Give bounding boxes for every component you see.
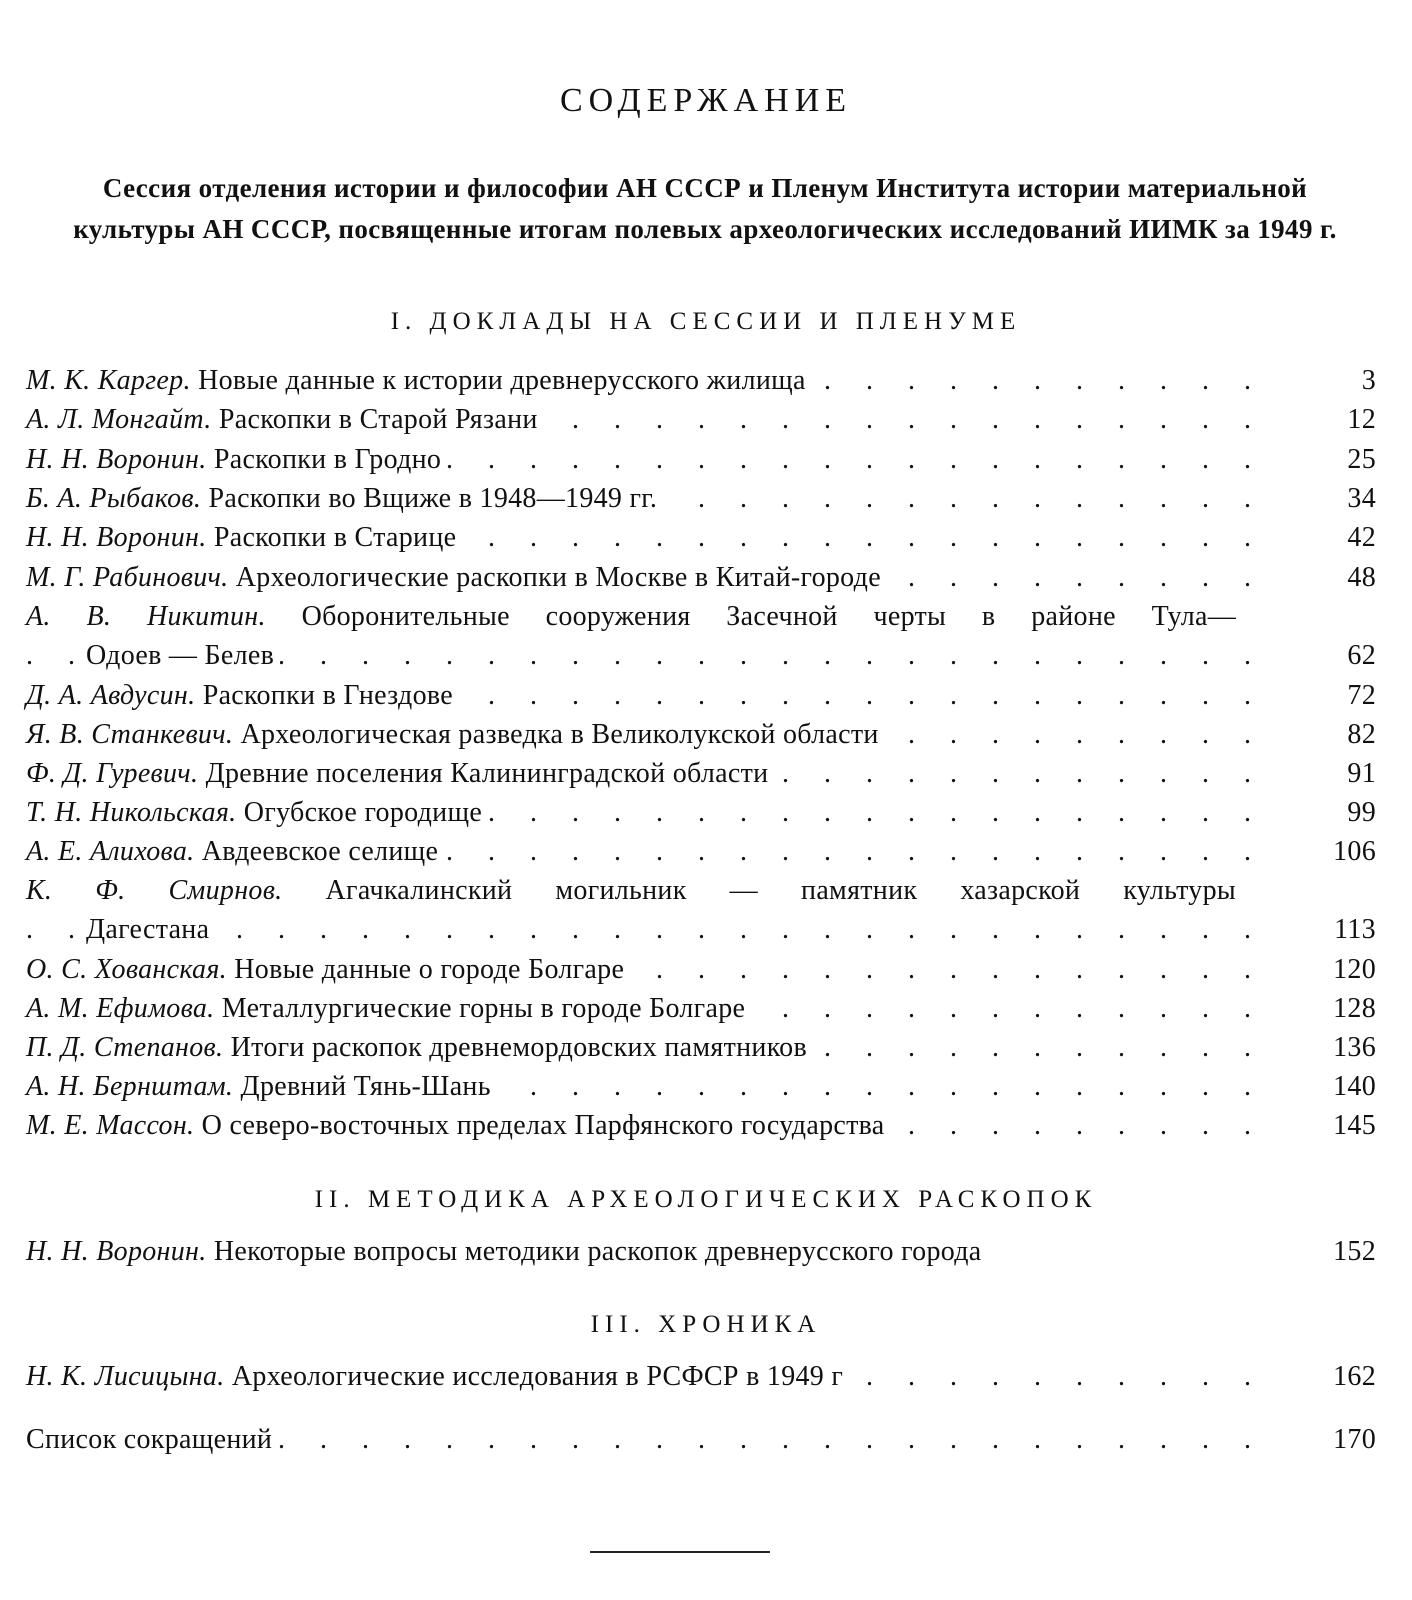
entry-page: 99 bbox=[1347, 797, 1376, 828]
entry-author: А. Л. Монгайт. bbox=[26, 404, 212, 435]
entry-title: Древний Тянь-Шань bbox=[240, 1071, 491, 1102]
section-heading-2: II. МЕТОДИКА АРХЕОЛОГИЧЕСКИХ РАСКОПОК bbox=[314, 1186, 1098, 1213]
entry-author: М. К. Каргер. bbox=[26, 365, 191, 396]
toc-entry bbox=[26, 518, 1376, 557]
entry-author: Н. К. Лисицына. bbox=[26, 1361, 225, 1392]
entry-title: Раскопки в Гнездове bbox=[202, 680, 453, 711]
intro-paragraph: Сессия отделения истории и философии АН СССР и Пленум Института истории материальной культуры АН СССР, посвященные итогам полевых археологических исследований ИИМК за 1949 г. bbox=[73, 173, 1337, 244]
toc-entry bbox=[26, 871, 1376, 949]
entry-page: 128 bbox=[1333, 993, 1376, 1024]
entry-page: 113 bbox=[1334, 914, 1376, 945]
entry-title: Археологические раскопки в Москве в Китай-городе bbox=[235, 562, 881, 593]
entry-title: Раскопки во Вщиже в 1948—1949 гг. bbox=[208, 483, 658, 514]
toc-entry bbox=[26, 715, 1376, 754]
entry-author: Ф. Д. Гуревич. bbox=[26, 758, 199, 789]
toc-entry bbox=[26, 989, 1376, 1028]
entry-title: Раскопки в Старице bbox=[213, 522, 457, 553]
entry-author: Н. Н. Воронин. bbox=[26, 1236, 207, 1267]
toc-entry bbox=[26, 558, 1376, 597]
entry-author: Б. А. Рыбаков. bbox=[26, 483, 202, 514]
entry-title: Археологическая разведка в Великолукской области bbox=[240, 719, 879, 750]
toc-entry bbox=[26, 1028, 1376, 1067]
entry-page: 170 bbox=[1333, 1424, 1376, 1455]
entry-title: Огубское городище bbox=[243, 797, 483, 828]
section-heading-3: III. ХРОНИКА bbox=[590, 1311, 822, 1338]
entry-author: А. В. Никитин. bbox=[26, 601, 266, 632]
entry-page: 82 bbox=[1347, 719, 1376, 750]
section-heading-1: I. ДОКЛАДЫ НА СЕССИИ И ПЛЕНУМЕ bbox=[390, 308, 1022, 335]
toc-entry bbox=[26, 793, 1376, 832]
entry-title: Некоторые вопросы методики раскопок древнерусского города bbox=[213, 1236, 982, 1267]
toc-entry bbox=[26, 440, 1376, 479]
entry-title: Металлургические горны в городе Болгаре bbox=[221, 993, 746, 1024]
toc-entry bbox=[26, 950, 1376, 989]
entry-page: 34 bbox=[1347, 483, 1376, 514]
toc-entry bbox=[26, 754, 1376, 793]
entry-page: 106 bbox=[1333, 836, 1376, 867]
entry-author: Я. В. Станкевич. bbox=[26, 719, 234, 750]
entry-author: П. Д. Степанов. bbox=[26, 1032, 224, 1063]
entry-author: Д. А. Авдусин. bbox=[26, 680, 196, 711]
toc-entry bbox=[26, 479, 1376, 518]
entry-title: Список сокращений bbox=[26, 1424, 273, 1455]
entry-title: Агачкалинский могильник — памятник хазарской культуры bbox=[325, 875, 1236, 906]
entry-page: 162 bbox=[1333, 1361, 1376, 1392]
entry-title: Оборонительные сооружения Засечной черты в районе Тула— bbox=[301, 601, 1236, 632]
entry-author: М. Г. Рабинович. bbox=[26, 562, 229, 593]
entry-page: 48 bbox=[1347, 562, 1376, 593]
entry-author: К. Ф. Смирнов. bbox=[26, 875, 283, 906]
entry-page: 72 bbox=[1347, 680, 1376, 711]
entry-author: А. Е. Алихова. bbox=[26, 836, 195, 867]
toc-entry bbox=[26, 597, 1376, 675]
toc-entry bbox=[26, 832, 1376, 871]
entry-title: Новые данные о городе Болгаре bbox=[234, 954, 625, 985]
entry-title-continued: Дагестана bbox=[86, 910, 215, 949]
entry-title: Древние поселения Калининградской области bbox=[205, 758, 769, 789]
entry-page: 145 bbox=[1333, 1110, 1376, 1141]
toc-entry bbox=[26, 1067, 1376, 1106]
toc-entry bbox=[26, 1232, 1376, 1271]
entry-title: Новые данные к истории древнерусского жилища bbox=[198, 365, 806, 396]
entry-page: 62 bbox=[1347, 640, 1376, 671]
entry-page: 91 bbox=[1347, 758, 1376, 789]
entry-author: Т. Н. Никольская. bbox=[26, 797, 237, 828]
entry-title: Археологические исследования в РСФСР в 1949 г bbox=[231, 1361, 844, 1392]
entry-page: 136 bbox=[1333, 1032, 1376, 1063]
toc-entry bbox=[26, 400, 1376, 439]
entry-author: Н. Н. Воронин. bbox=[26, 444, 207, 475]
toc-entry-abbreviations bbox=[26, 1420, 1376, 1459]
entry-page: 42 bbox=[1347, 522, 1376, 553]
entry-author: О. С. Хованская. bbox=[26, 954, 227, 985]
entry-page: 120 bbox=[1333, 954, 1376, 985]
toc-entry bbox=[26, 1106, 1376, 1145]
entry-title: Раскопки в Старой Рязани bbox=[218, 404, 538, 435]
entry-title: О северо-восточных пределах Парфянского государства bbox=[201, 1110, 885, 1141]
entry-page: 25 bbox=[1347, 444, 1376, 475]
toc-entry bbox=[26, 361, 1376, 400]
entry-author: М. Е. Массон. bbox=[26, 1110, 195, 1141]
entry-author: А. М. Ефимова. bbox=[26, 993, 215, 1024]
entry-page: 140 bbox=[1333, 1071, 1376, 1102]
toc-entry bbox=[26, 1357, 1376, 1396]
toc-entry bbox=[26, 676, 1376, 715]
bottom-rule bbox=[590, 1551, 770, 1553]
entry-page: 12 bbox=[1347, 404, 1376, 435]
page-title: СОДЕРЖАНИЕ bbox=[559, 82, 853, 119]
entry-title: Раскопки в Гродно bbox=[213, 444, 442, 475]
entry-title-continued: Одоев — Белев bbox=[86, 636, 280, 675]
entry-page: 152 bbox=[1333, 1236, 1376, 1267]
entry-page: 3 bbox=[1361, 365, 1376, 396]
entry-title: Авдеевское селище bbox=[201, 836, 439, 867]
entry-author: Н. Н. Воронин. bbox=[26, 522, 207, 553]
entry-title: Итоги раскопок древнемордовских памятников bbox=[230, 1032, 807, 1063]
entry-author: А. Н. Бернштам. bbox=[26, 1071, 234, 1102]
